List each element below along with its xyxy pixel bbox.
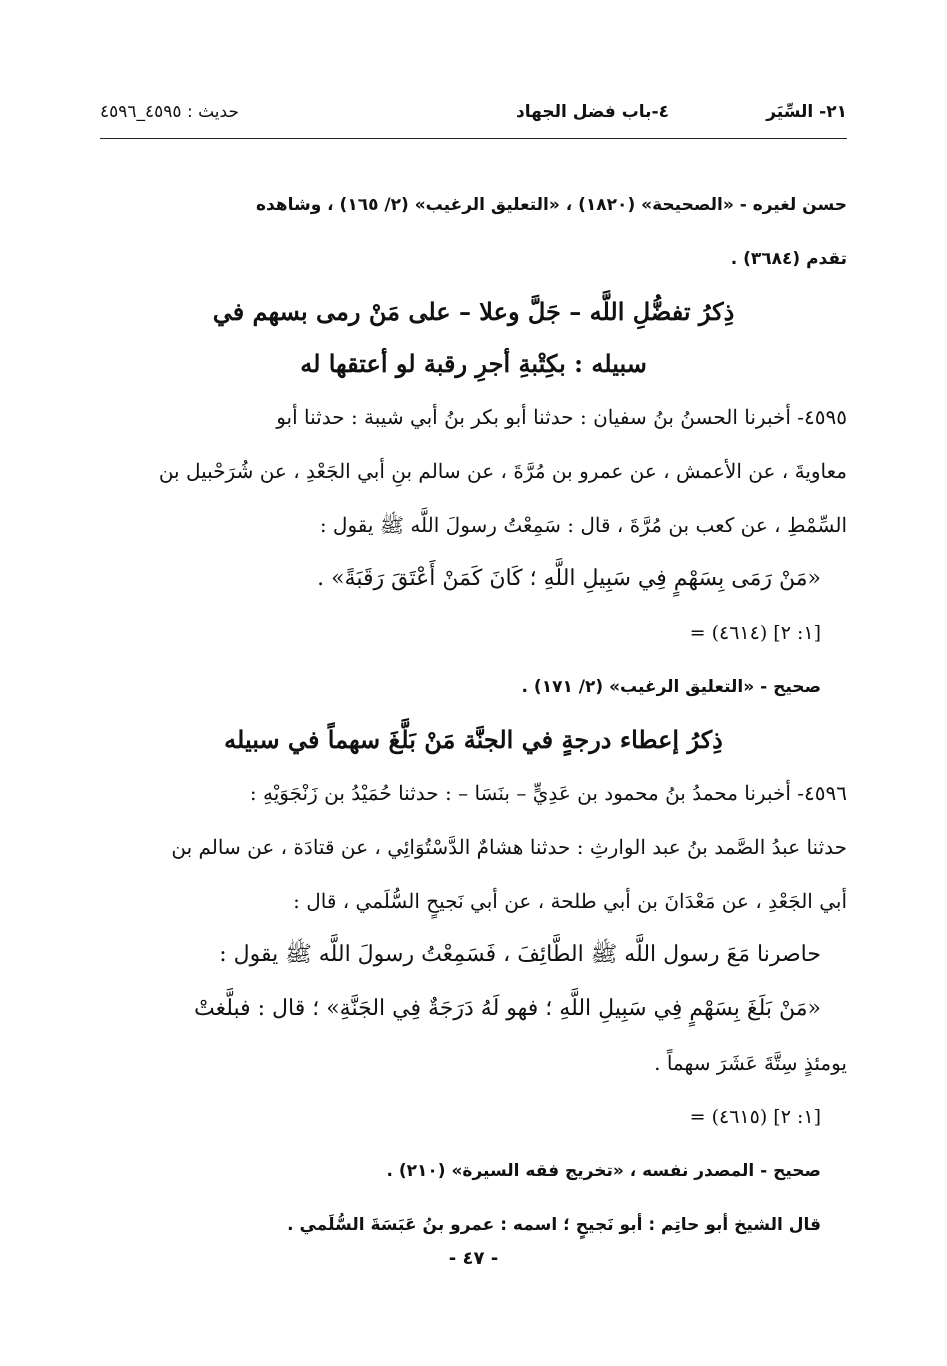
hadith-text: ٤٥٩٦- أخبرنا محمدُ بنُ محمود بن عَدِيٍّ – بنَسَا – : حدثنا حُمَيْدُ بن زَنْجَوَيْهِ :: [249, 781, 847, 805]
page-body: [100, 178, 847, 1252]
book-title: ٢١- السِّيَر: [766, 102, 847, 122]
chapter-title: ٤-باب فضل الجهاد: [516, 102, 669, 122]
page-number: - ٤٧ -: [448, 1248, 499, 1269]
cross-reference: = (٤٦١٥) [١: ٢]: [689, 1106, 821, 1128]
hadith-text: حدثنا عبدُ الصَّمد بنُ عبد الوارثِ : حدثنا هشامٌ الدَّسْتُوَائِي ، عن قتادَة ، عن سالم بن: [171, 835, 847, 859]
author-note: قال الشيخ أبو حاتِم : أبو نَجيحٍ ؛ اسمه : عمرو بنُ عَبَسَةَ السُّلَمي .: [287, 1215, 821, 1235]
hadith-text: يومئذٍ سِتَّةَ عَشَرَ سهماً .: [654, 1051, 847, 1075]
section-heading: ذِكرُ إعطاء درجةٍ في الجنَّة مَنْ بَلَّغَ سهماً في سبيله: [224, 725, 723, 754]
running-header: [100, 96, 847, 130]
hadith-text: حاصرنا مَعَ رسول اللَّه ﷺ الطَّائِفَ ، فَسَمِعْتُ رسولَ اللَّه ﷺ يقول :: [219, 942, 821, 967]
hadith-text: ٤٥٩٥- أخبرنا الحسنُ بنُ سفيان : حدثنا أبو بكر بنُ أبي شيبة : حدثنا أبو: [276, 405, 847, 429]
hadith-text: السِّمْطِ ، عن كعب بن مُرَّةَ ، قال : سَمِعْتُ رسولَ اللَّه ﷺ يقول :: [319, 513, 847, 537]
grading-text: صحيح - «التعليق الرغيب» (٢/ ١٧١) .: [521, 677, 821, 697]
hadith-quote: «مَنْ رَمَى بِسَهْمٍ فِي سَبِيلِ اللَّهِ ؛ كَانَ كَمَنْ أَعْتَقَ رَقَبَةً» .: [317, 566, 821, 591]
section-heading: ذِكرُ تفضُّلِ اللَّه – جَلَّ وعلا – على مَنْ رمى بسهم في: [212, 297, 735, 326]
grading-text-continued: تقدم (٣٦٨٤) .: [730, 249, 847, 269]
grading-text: حسن لغيره - «الصحيحة» (١٨٢٠) ، «التعليق الرغيب» (٢/ ١٦٥) ، وشاهده: [255, 195, 847, 215]
section-heading-continued: سبيله : بكِتْبةِ أجرِ رقبة لو أعتقها له: [300, 349, 647, 378]
hadith-quote: «مَنْ بَلَغَ بِسَهْمٍ فِي سَبِيلِ اللَّهِ ؛ فهو لَهُ دَرَجَةٌ فِي الجَنَّةِ» ؛ قال : فبلَّغتْ: [193, 996, 821, 1021]
header-divider: [100, 138, 847, 139]
hadith-range: حديث : ٤٥٩٥_٤٥٩٦: [100, 102, 239, 122]
cross-reference: = (٤٦١٤) [١: ٢]: [689, 622, 821, 644]
hadith-text: أبي الجَعْدِ ، عن مَعْدَانَ بن أبي طلحة ، عن أبي نَجيحٍ السُّلَمي ، قال :: [293, 889, 847, 913]
hadith-text: معاويةَ ، عن الأعمش ، عن عمرو بن مُرَّةَ ، عن سالم بنِ أبي الجَعْدِ ، عن شُرَحْبيل بن: [158, 459, 847, 483]
grading-text: صحيح - المصدر نفسه ، «تخريج فقه السيرة» (٢١٠) .: [386, 1161, 821, 1181]
